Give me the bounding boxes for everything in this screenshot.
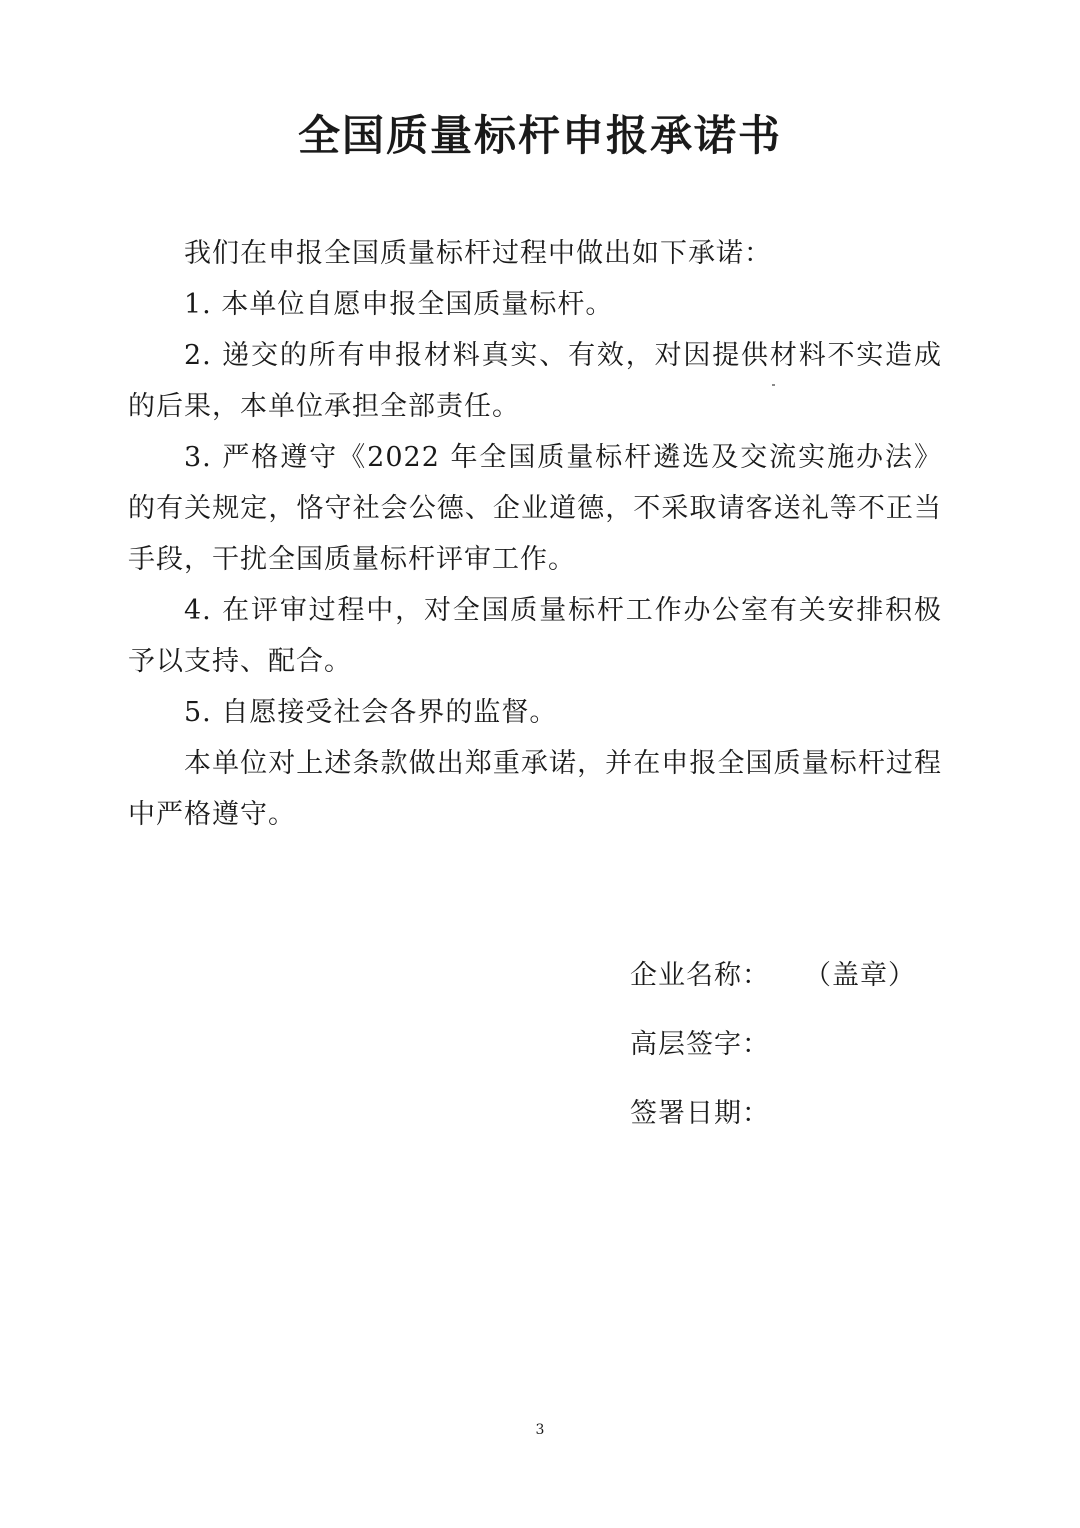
signature-block bbox=[630, 950, 1030, 1157]
commitment-item-5: 5. 自愿接受社会各界的监督。 bbox=[184, 697, 558, 728]
commitment-item-4: 4. 在评审过程中，对全国质量标杆工作办公室有关安排积极予以支持、配合。 bbox=[128, 595, 942, 677]
company-name-row bbox=[630, 950, 1030, 1019]
signing-date-row bbox=[630, 1088, 1030, 1157]
commitment-item-2: 2. 递交的所有申报材料真实、有效，对因提供材料不实造成的后果，本单位承担全部责任。 bbox=[128, 340, 942, 422]
page-number: 3 bbox=[535, 1422, 545, 1438]
company-name-label: 企业名称： bbox=[630, 960, 770, 991]
scan-speck bbox=[772, 384, 775, 386]
commitment-body bbox=[128, 228, 942, 840]
commitment-item-3: 3. 严格遵守《2022 年全国质量标杆遴选及交流实施办法》的有关规定，恪守社会公德、企业道德，不采取请客送礼等不正当手段，干扰全国质量标杆评审工作。 bbox=[128, 442, 942, 575]
commitment-item-1: 1. 本单位自愿申报全国质量标杆。 bbox=[184, 289, 614, 320]
executive-signature-row bbox=[630, 1019, 1030, 1088]
document-title: 全国质量标杆申报承诺书 bbox=[297, 111, 782, 160]
executive-signature-label: 高层签字： bbox=[630, 1029, 770, 1060]
signing-date-label: 签署日期： bbox=[630, 1098, 770, 1129]
seal-note: （盖章） bbox=[804, 960, 916, 991]
closing-paragraph: 本单位对上述条款做出郑重承诺，并在申报全国质量标杆过程中严格遵守。 bbox=[128, 748, 942, 830]
intro-paragraph: 我们在申报全国质量标杆过程中做出如下承诺： bbox=[184, 238, 772, 269]
